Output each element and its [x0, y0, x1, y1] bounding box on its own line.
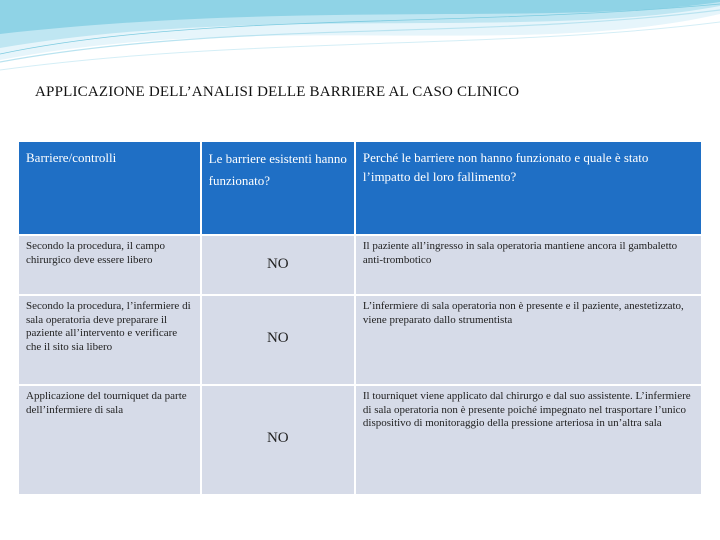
decorative-header-band: [0, 0, 720, 90]
header-worked: Le barriere esistenti hanno funzionato?: [202, 142, 354, 234]
why-cell: Il paziente all’ingresso in sala operatoria mantiene ancora il gambaletto anti-trombotico: [356, 236, 701, 294]
worked-cell: [202, 386, 354, 494]
header-why: Perché le barriere non hanno funzionato e quale è stato l’impatto del loro fallimento?: [356, 142, 701, 234]
worked-cell: [202, 296, 354, 384]
table-row: [19, 236, 701, 294]
barrier-cell: Applicazione del tourniquet da parte dell’infermiere di sala: [19, 386, 200, 494]
worked-cell: [202, 236, 354, 294]
barrier-cell: Secondo la procedura, l’infermiere di sala operatoria deve preparare il paziente all’intervento e verificare che il sito sia libero: [19, 296, 200, 384]
barrier-analysis-table: [17, 140, 703, 496]
table-row: [19, 386, 701, 494]
table-header-row: [19, 142, 701, 234]
barrier-cell: Secondo la procedura, il campo chirurgico deve essere libero: [19, 236, 200, 294]
worked-value: NO: [266, 330, 289, 346]
why-cell: L’infermiere di sala operatoria non è presente e il paziente, anestetizzato, viene preparato dallo strumentista: [356, 296, 701, 384]
worked-value: NO: [266, 430, 289, 446]
page-title: APPLICAZIONE DELL’ANALISI DELLE BARRIERE AL CASO CLINICO: [35, 84, 520, 100]
worked-value: NO: [266, 256, 289, 272]
why-cell: Il tourniquet viene applicato dal chirurgo e dal suo assistente. L’infermiere di sala operatoria non è presente poiché impegnato nel trasportare l’unico dispositivo di monitoraggio della pressione arteriosa in un’altra sala: [356, 386, 701, 494]
table-row: [19, 296, 701, 384]
header-barriers: Barriere/controlli: [19, 142, 200, 234]
